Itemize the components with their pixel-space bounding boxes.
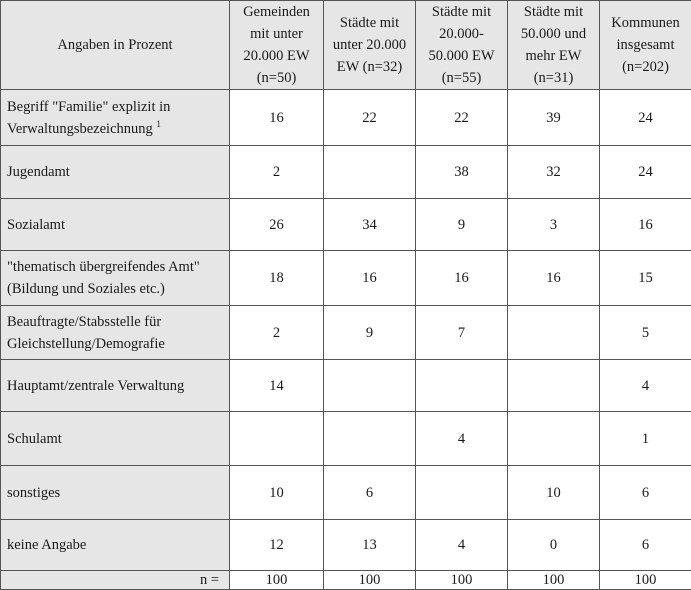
column-header-line: 20.000- bbox=[416, 23, 507, 45]
row-label bbox=[1, 90, 230, 146]
table-cell: 14 bbox=[230, 360, 324, 412]
table-cell: 0 bbox=[508, 520, 600, 571]
table-cell: 16 bbox=[230, 90, 324, 146]
table-cell: 1 bbox=[600, 412, 691, 466]
column-header-line: 20.000 EW bbox=[230, 45, 323, 67]
column-header-kommunen-insgesamt bbox=[600, 1, 691, 90]
table-row bbox=[1, 520, 691, 571]
table-cell: 38 bbox=[416, 146, 508, 199]
total-cell: 100 bbox=[416, 571, 508, 590]
table-cell: 7 bbox=[416, 306, 508, 360]
table-row bbox=[1, 199, 691, 251]
column-header-staedte-ueber-50000 bbox=[508, 1, 600, 90]
table-row bbox=[1, 251, 691, 306]
column-header-line: insgesamt bbox=[600, 34, 691, 56]
table-cell: 4 bbox=[600, 360, 691, 412]
table-cell: 22 bbox=[324, 90, 416, 146]
column-header-line: Kommunen bbox=[600, 12, 691, 34]
table-cell bbox=[324, 146, 416, 199]
total-cell: 100 bbox=[508, 571, 600, 590]
table-cell: 6 bbox=[600, 520, 691, 571]
column-header-line: unter 20.000 bbox=[324, 34, 415, 56]
row-label: keine Angabe bbox=[1, 520, 230, 571]
table-cell: 34 bbox=[324, 199, 416, 251]
column-header-line: (n=202) bbox=[600, 56, 691, 78]
table-cell: 2 bbox=[230, 306, 324, 360]
column-header-staedte-20000-50000 bbox=[416, 1, 508, 90]
column-header-line: (n=31) bbox=[508, 67, 599, 89]
table-row bbox=[1, 466, 691, 520]
table-cell bbox=[324, 360, 416, 412]
row-label: Sozialamt bbox=[1, 199, 230, 251]
table-cell bbox=[508, 306, 600, 360]
column-header-line: Gemeinden bbox=[230, 1, 323, 23]
column-header-line: mehr EW bbox=[508, 45, 599, 67]
table-cell: 12 bbox=[230, 520, 324, 571]
table-cell bbox=[416, 360, 508, 412]
column-header-staedte-unter-20000 bbox=[324, 1, 416, 90]
table-row bbox=[1, 306, 691, 360]
total-cell: 100 bbox=[324, 571, 416, 590]
column-header-line: EW (n=32) bbox=[324, 56, 415, 78]
table-cell: 13 bbox=[324, 520, 416, 571]
row-label-line: (Bildung und Soziales etc.) bbox=[7, 278, 225, 300]
row-label-line: "thematisch übergreifendes Amt" bbox=[7, 256, 225, 278]
column-header-line: Städte mit bbox=[324, 12, 415, 34]
table-cell bbox=[324, 412, 416, 466]
table-row bbox=[1, 146, 691, 199]
table-cell: 15 bbox=[600, 251, 691, 306]
table-cell: 24 bbox=[600, 146, 691, 199]
table-cell: 4 bbox=[416, 412, 508, 466]
row-label bbox=[1, 306, 230, 360]
table-cell: 4 bbox=[416, 520, 508, 571]
table-row bbox=[1, 90, 691, 146]
table-cell: 6 bbox=[600, 466, 691, 520]
table-cell: 2 bbox=[230, 146, 324, 199]
total-row bbox=[1, 571, 691, 590]
table-cell: 16 bbox=[508, 251, 600, 306]
column-header-line: 50.000 und bbox=[508, 23, 599, 45]
header-row bbox=[1, 1, 691, 90]
table-cell bbox=[416, 466, 508, 520]
table-cell bbox=[230, 412, 324, 466]
total-label: n = bbox=[1, 571, 230, 590]
table-cell: 16 bbox=[416, 251, 508, 306]
column-header-line: (n=55) bbox=[416, 67, 507, 89]
table-cell: 18 bbox=[230, 251, 324, 306]
total-cell: 100 bbox=[230, 571, 324, 590]
table-cell: 5 bbox=[600, 306, 691, 360]
table-cell: 16 bbox=[324, 251, 416, 306]
corner-header: Angaben in Prozent bbox=[1, 1, 230, 90]
row-label-line: Gleichstellung/Demografie bbox=[7, 333, 225, 355]
column-header-gemeinden bbox=[230, 1, 324, 90]
column-header-line: mit unter bbox=[230, 23, 323, 45]
row-label-line: Begriff "Familie" explizit in bbox=[7, 96, 225, 118]
row-label: Jugendamt bbox=[1, 146, 230, 199]
row-label-text: Verwaltungsbezeichnung bbox=[7, 121, 153, 137]
total-cell: 100 bbox=[600, 571, 691, 590]
table-cell: 10 bbox=[230, 466, 324, 520]
table-cell: 39 bbox=[508, 90, 600, 146]
row-label: sonstiges bbox=[1, 466, 230, 520]
table-cell: 22 bbox=[416, 90, 508, 146]
row-label-line: Beauftragte/Stabsstelle für bbox=[7, 311, 225, 333]
row-label bbox=[1, 251, 230, 306]
table-cell: 24 bbox=[600, 90, 691, 146]
column-header-line: Städte mit bbox=[416, 1, 507, 23]
table-cell: 26 bbox=[230, 199, 324, 251]
column-header-line: (n=50) bbox=[230, 67, 323, 89]
table-cell: 9 bbox=[416, 199, 508, 251]
table-cell: 9 bbox=[324, 306, 416, 360]
table-cell: 3 bbox=[508, 199, 600, 251]
footnote-marker: 1 bbox=[156, 119, 161, 129]
table-row bbox=[1, 360, 691, 412]
table-row bbox=[1, 412, 691, 466]
column-header-line: Städte mit bbox=[508, 1, 599, 23]
table-cell bbox=[508, 360, 600, 412]
column-header-line: 50.000 EW bbox=[416, 45, 507, 67]
table-cell: 6 bbox=[324, 466, 416, 520]
row-label: Schulamt bbox=[1, 412, 230, 466]
table-cell: 10 bbox=[508, 466, 600, 520]
table-cell: 32 bbox=[508, 146, 600, 199]
row-label: Hauptamt/zentrale Verwaltung bbox=[1, 360, 230, 412]
table-cell bbox=[508, 412, 600, 466]
row-label-line bbox=[7, 118, 225, 140]
table-cell: 16 bbox=[600, 199, 691, 251]
